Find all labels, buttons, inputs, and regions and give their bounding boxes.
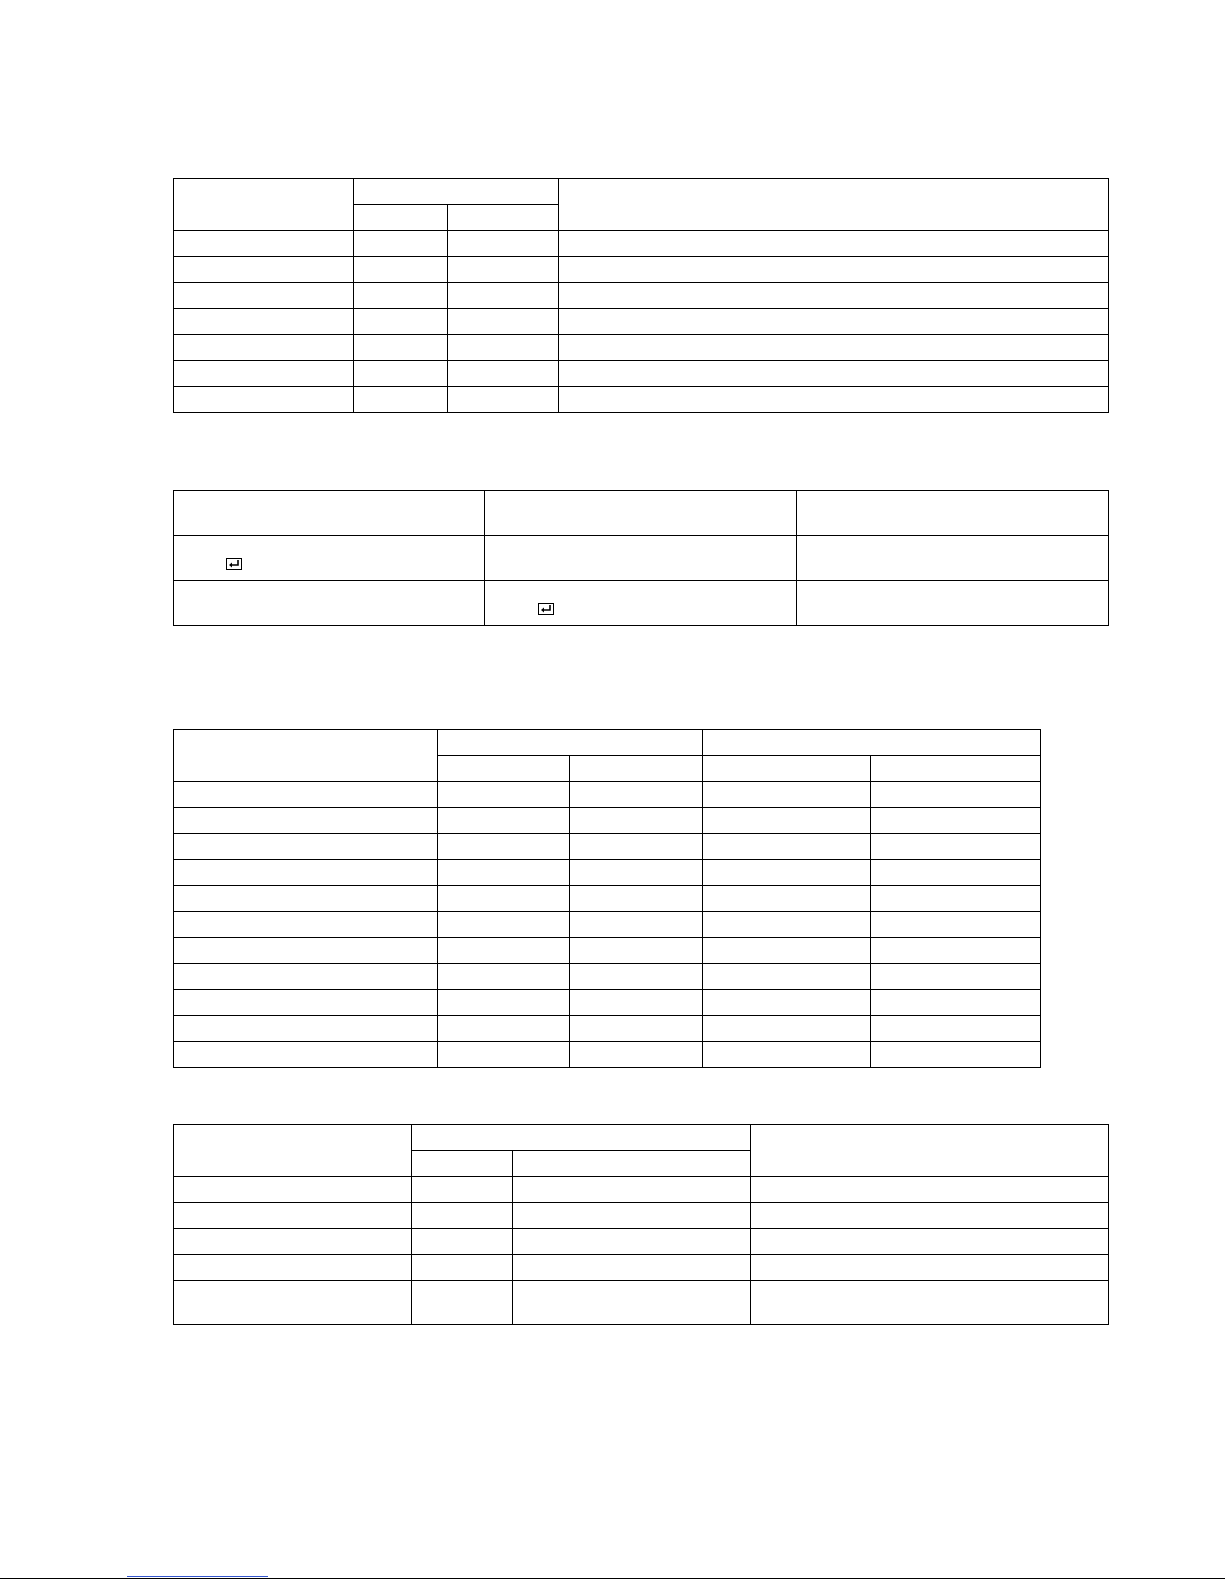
table-row	[174, 283, 1109, 309]
table-row	[174, 581, 1109, 626]
table-row	[174, 912, 1041, 938]
table-1	[173, 178, 1109, 413]
table-1-subheader-cell	[448, 205, 559, 231]
table-row	[174, 361, 1109, 387]
table-2-cell-enter	[174, 536, 485, 581]
table-3-subheader-cell	[438, 756, 570, 782]
table-row	[174, 536, 1109, 581]
footnote-link-underline[interactable]	[127, 1576, 268, 1577]
enter-key-icon	[538, 603, 554, 615]
table-3-subheader-cell	[570, 756, 703, 782]
table-row	[174, 938, 1041, 964]
table-3-subheader-cell	[871, 756, 1041, 782]
table-4-subheader-cell	[412, 1151, 513, 1177]
page-bottom-rule	[0, 1578, 1225, 1579]
table-2-cell-enter	[485, 581, 797, 626]
table-row	[174, 808, 1041, 834]
table-1-header-cell	[174, 179, 354, 231]
table-row	[174, 1016, 1041, 1042]
table-row	[174, 990, 1041, 1016]
table-row	[174, 231, 1109, 257]
table-4-header-cell	[174, 1125, 412, 1177]
table-row	[174, 257, 1109, 283]
table-row	[174, 782, 1041, 808]
table-row	[174, 1281, 1109, 1325]
enter-key-icon	[226, 558, 242, 570]
table-row	[174, 964, 1041, 990]
table-4-subheader-cell	[513, 1151, 751, 1177]
table-3-subheader-cell	[703, 756, 871, 782]
table-3-header-cell	[174, 730, 438, 782]
table-1-header-cell	[559, 179, 1109, 231]
table-1-header-group	[354, 179, 559, 205]
table-row	[174, 886, 1041, 912]
table-2	[173, 490, 1109, 626]
table-row	[174, 860, 1041, 886]
table-1-subheader-cell	[354, 205, 448, 231]
table-row	[174, 834, 1041, 860]
table-row	[174, 1177, 1109, 1203]
table-4	[173, 1124, 1109, 1325]
table-row	[174, 1229, 1109, 1255]
table-3	[173, 729, 1041, 1068]
table-row	[174, 491, 1109, 536]
table-4-header-cell	[751, 1125, 1109, 1177]
table-row	[174, 335, 1109, 361]
table-row	[174, 1203, 1109, 1229]
table-row	[174, 309, 1109, 335]
table-row	[174, 1042, 1041, 1068]
table-4-header-group	[412, 1125, 751, 1151]
table-row	[174, 387, 1109, 413]
table-row	[174, 1255, 1109, 1281]
table-3-header-group	[438, 730, 703, 756]
table-3-header-group	[703, 730, 1041, 756]
